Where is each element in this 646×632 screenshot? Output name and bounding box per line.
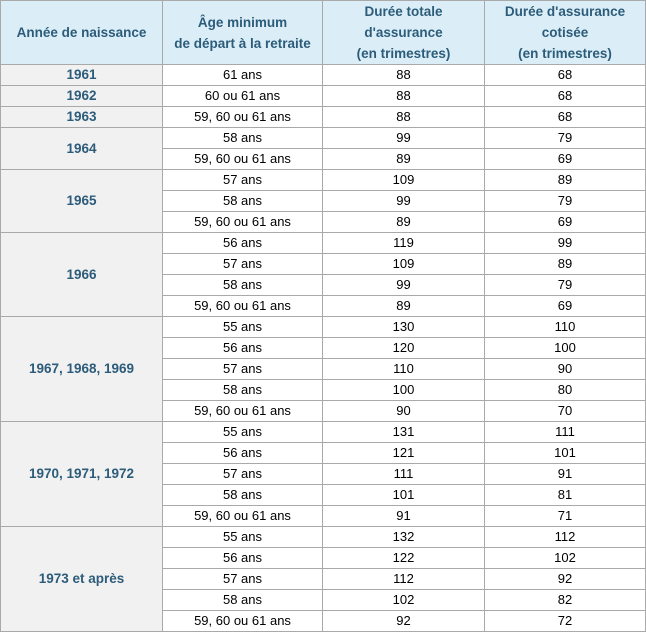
table-row	[1, 86, 646, 107]
contributed-duration-cell: 89	[485, 170, 646, 191]
total-duration-cell: 89	[323, 212, 485, 233]
total-duration-cell: 88	[323, 65, 485, 86]
header-contributed-duration	[485, 1, 646, 65]
total-duration-cell: 111	[323, 464, 485, 485]
header-min-age	[163, 1, 323, 65]
birth-year-cell: 1963	[1, 107, 163, 128]
table-row	[1, 128, 646, 149]
contributed-duration-cell: 69	[485, 212, 646, 233]
birth-year-cell: 1962	[1, 86, 163, 107]
table-row	[1, 422, 646, 443]
contributed-duration-cell: 110	[485, 317, 646, 338]
min-age-cell: 59, 60 ou 61 ans	[163, 212, 323, 233]
header-line: Année de naissance	[16, 25, 147, 40]
header-line: cotisée	[541, 25, 589, 40]
min-age-cell: 58 ans	[163, 380, 323, 401]
contributed-duration-cell: 79	[485, 191, 646, 212]
contributed-duration-cell: 69	[485, 296, 646, 317]
birth-year-cell: 1973 et après	[1, 527, 163, 632]
total-duration-cell: 88	[323, 107, 485, 128]
total-duration-cell: 90	[323, 401, 485, 422]
table-row	[1, 170, 646, 191]
contributed-duration-cell: 79	[485, 128, 646, 149]
min-age-cell: 55 ans	[163, 527, 323, 548]
total-duration-cell: 109	[323, 170, 485, 191]
table-row	[1, 233, 646, 254]
min-age-cell: 58 ans	[163, 191, 323, 212]
contributed-duration-cell: 72	[485, 611, 646, 632]
min-age-cell: 56 ans	[163, 443, 323, 464]
contributed-duration-cell: 99	[485, 233, 646, 254]
contributed-duration-cell: 79	[485, 275, 646, 296]
contributed-duration-cell: 71	[485, 506, 646, 527]
min-age-cell: 57 ans	[163, 569, 323, 590]
header-birth-year	[1, 1, 163, 65]
min-age-cell: 59, 60 ou 61 ans	[163, 296, 323, 317]
table-row	[1, 65, 646, 86]
min-age-cell: 59, 60 ou 61 ans	[163, 149, 323, 170]
total-duration-cell: 112	[323, 569, 485, 590]
min-age-cell: 59, 60 ou 61 ans	[163, 401, 323, 422]
total-duration-cell: 92	[323, 611, 485, 632]
header-line: Durée totale	[364, 4, 443, 19]
min-age-cell: 56 ans	[163, 338, 323, 359]
contributed-duration-cell: 68	[485, 65, 646, 86]
min-age-cell: 58 ans	[163, 485, 323, 506]
total-duration-cell: 132	[323, 527, 485, 548]
total-duration-cell: 89	[323, 149, 485, 170]
table-body	[1, 65, 646, 632]
min-age-cell: 61 ans	[163, 65, 323, 86]
header-row	[1, 1, 646, 65]
total-duration-cell: 120	[323, 338, 485, 359]
min-age-cell: 58 ans	[163, 275, 323, 296]
header-line: (en trimestres)	[356, 46, 451, 61]
total-duration-cell: 102	[323, 590, 485, 611]
total-duration-cell: 131	[323, 422, 485, 443]
birth-year-cell: 1964	[1, 128, 163, 170]
contributed-duration-cell: 81	[485, 485, 646, 506]
min-age-cell: 60 ou 61 ans	[163, 86, 323, 107]
min-age-cell: 56 ans	[163, 233, 323, 254]
contributed-duration-cell: 111	[485, 422, 646, 443]
min-age-cell: 59, 60 ou 61 ans	[163, 611, 323, 632]
min-age-cell: 58 ans	[163, 590, 323, 611]
contributed-duration-cell: 80	[485, 380, 646, 401]
total-duration-cell: 88	[323, 86, 485, 107]
total-duration-cell: 119	[323, 233, 485, 254]
min-age-cell: 59, 60 ou 61 ans	[163, 506, 323, 527]
birth-year-cell: 1967, 1968, 1969	[1, 317, 163, 422]
min-age-cell: 55 ans	[163, 422, 323, 443]
min-age-cell: 58 ans	[163, 128, 323, 149]
total-duration-cell: 121	[323, 443, 485, 464]
contributed-duration-cell: 101	[485, 443, 646, 464]
birth-year-cell: 1961	[1, 65, 163, 86]
total-duration-cell: 110	[323, 359, 485, 380]
min-age-cell: 57 ans	[163, 464, 323, 485]
contributed-duration-cell: 102	[485, 548, 646, 569]
header-line: Âge minimum	[197, 14, 288, 30]
min-age-cell: 59, 60 ou 61 ans	[163, 107, 323, 128]
contributed-duration-cell: 112	[485, 527, 646, 548]
header-line: de départ à la retraite	[174, 35, 311, 51]
min-age-cell: 57 ans	[163, 170, 323, 191]
contributed-duration-cell: 90	[485, 359, 646, 380]
total-duration-cell: 130	[323, 317, 485, 338]
total-duration-cell: 99	[323, 191, 485, 212]
min-age-cell: 55 ans	[163, 317, 323, 338]
contributed-duration-cell: 68	[485, 86, 646, 107]
total-duration-cell: 122	[323, 548, 485, 569]
header-line: d'assurance	[364, 25, 443, 40]
min-age-cell: 57 ans	[163, 359, 323, 380]
table-row	[1, 317, 646, 338]
table-row	[1, 107, 646, 128]
total-duration-cell: 89	[323, 296, 485, 317]
header-line: Durée d'assurance	[504, 4, 626, 19]
total-duration-cell: 99	[323, 275, 485, 296]
contributed-duration-cell: 100	[485, 338, 646, 359]
total-duration-cell: 91	[323, 506, 485, 527]
contributed-duration-cell: 91	[485, 464, 646, 485]
contributed-duration-cell: 82	[485, 590, 646, 611]
contributed-duration-cell: 92	[485, 569, 646, 590]
contributed-duration-cell: 89	[485, 254, 646, 275]
contributed-duration-cell: 69	[485, 149, 646, 170]
table-header	[1, 1, 646, 65]
table-row	[1, 527, 646, 548]
birth-year-cell: 1970, 1971, 1972	[1, 422, 163, 527]
contributed-duration-cell: 68	[485, 107, 646, 128]
total-duration-cell: 109	[323, 254, 485, 275]
birth-year-cell: 1965	[1, 170, 163, 233]
total-duration-cell: 99	[323, 128, 485, 149]
min-age-cell: 57 ans	[163, 254, 323, 275]
header-total-duration	[323, 1, 485, 65]
birth-year-cell: 1966	[1, 233, 163, 317]
header-line: (en trimestres)	[518, 46, 612, 61]
contributed-duration-cell: 70	[485, 401, 646, 422]
min-age-cell: 56 ans	[163, 548, 323, 569]
total-duration-cell: 101	[323, 485, 485, 506]
total-duration-cell: 100	[323, 380, 485, 401]
